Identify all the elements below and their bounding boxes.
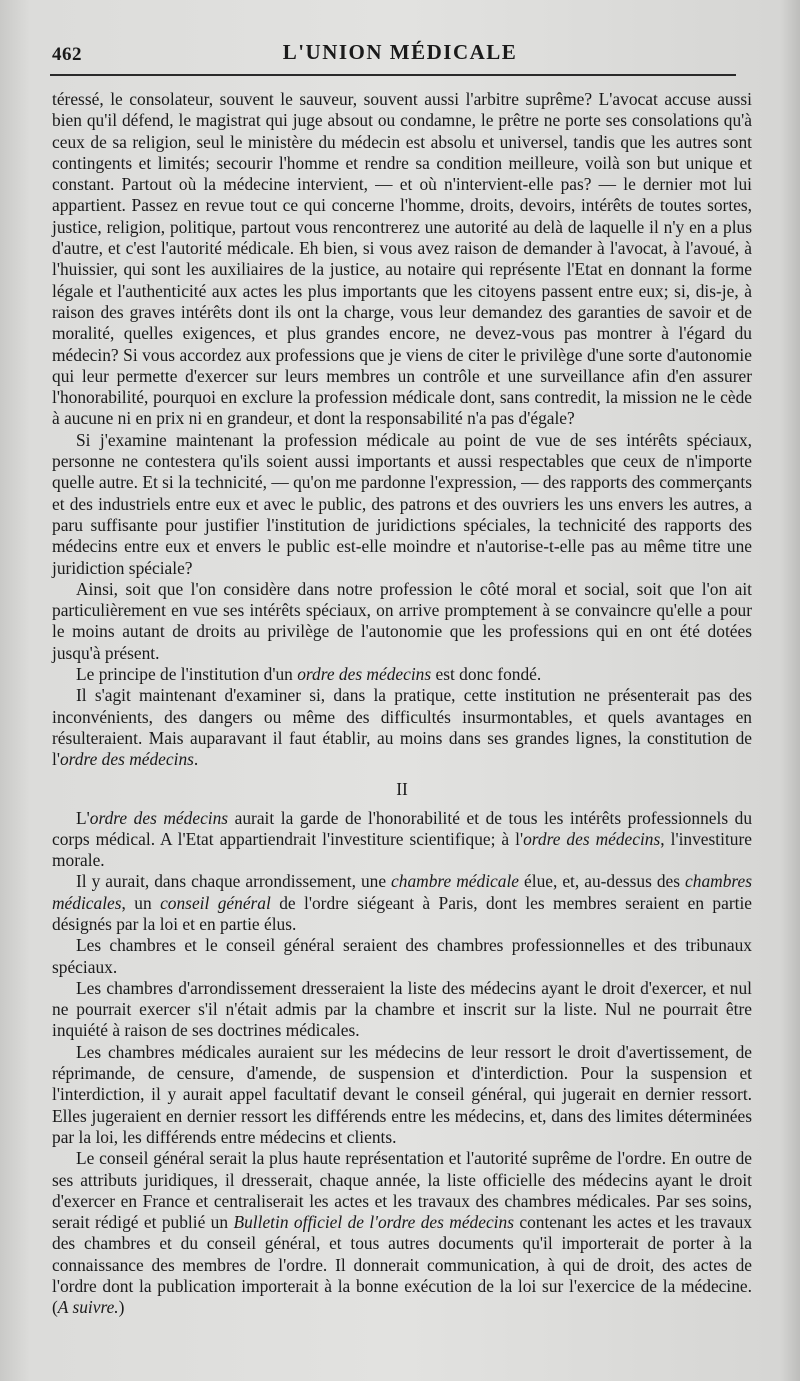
paragraph-6-italic-a: ordre des médecins [89,807,229,828]
paragraph-10: Les chambres médicales auraient sur les médecins de leur ressort le droit d'avertissement, de réprimande, de censure, d'amende, de suspension et d'interdiction. Pour la suspension et l'interdiction, il y aurait appel facultatif devant le conseil général, qui jugerait en dernier ressort. Elles jugeraient en dernier ressort les différends entre les médecins, et, dans des limites déterminées par la loi, les différends entre médecins et clients. [52,1041,752,1147]
paragraph-4-text-a: Le principe de l'institution d'un [76,664,298,685]
paragraph-6-text-b: aurait la garde de l'honorabilité et de tous les intérêts professionnels du corps médical. A l'Etat appartiendrait l'investiture scientifique; à l' [52,807,753,849]
paragraph-11-text-b: contenant les actes et les travaux des chambres et du conseil général, et tous autres documents qu'il importerait de porter à la connaissance des membres de l'ordre. Il donnerait communication, à qui de droit, des actes de l'ordre dont la publication importerait à la bonne exécution de la loi sur l'exercice de la médecine. [52,1212,752,1297]
paragraph-6-text-a: L' [76,807,90,828]
paragraph-7-italic-b: chambres médicales [52,871,753,913]
to-be-continued [52,1297,124,1317]
paragraph-4 [52,664,752,685]
paragraph-7-text-d: de l'ordre siégeant à Paris, dont les membres seraient en partie désignés par la loi et en partie élus. [52,892,753,934]
running-header [50,38,750,68]
bulletin-title: Bulletin officiel de l'ordre des médecins [233,1212,514,1233]
paragraph-6-italic-b: ordre des médecins [523,828,661,849]
paragraph-7-italic-a: chambre médicale [391,871,520,892]
paragraph-1: téressé, le consolateur, souvent le sauveur, souvent aussi l'arbitre suprême? L'avocat accuse aussi bien qu'il défend, le magistrat qui juge absout ou condamne, le prêtre ne porte ses consolations qu'à ceux de sa religion, seul le ministère du médecin est absolu et universel, tandis que les autres sont contingents et limités; secourir l'homme et rendre sa condition meilleure, voilà son but unique et constant. Partout où la médecine intervient, — et où n'intervient-elle pas? — le dernier mot lui appartient. Passez en revue tout ce qui concerne l'homme, droits, devoirs, intérêts de toutes sortes, justice, religion, politique, partout vous rencontrerez une autorité au delà de laquelle il n'y en a plus d'autre, et c'est l'autorité médicale. Eh bien, si vous avez raison de demander à l'avocat, à l'avoué, à l'huissier, qui sont les auxiliaires de la justice, au notaire qui représente l'Etat en donnant la forme légale et l'authenticité aux actes les plus importants que les citoyens passent entre eux; si, dis-je, à raison des graves intérêts dont ils ont la charge, vous leur demandez des garanties de savoir et de moralité, quelles exigences, et plus grandes encore, ne devez-vous pas montrer à l'égard du médecin? Si vous accordez aux professions que je viens de citer le privilège d'une sorte d'autonomie qui leur permette d'exercer sur leurs membres un contrôle et une surveillance afin d'en assurer l'honorabilité, pourquoi en exclure la profession médicale dont, sans contredit, la mission ne le cède à aucune ni en prix ni en grandeur, et dont la responsabilité n'a pas d'égale? [52,89,752,429]
paragraph-11-text-a: Le conseil général serait la plus haute représentation et l'autorité suprême de l'ordre. En outre de ses attributs juridiques, il dresserait, chaque année, la liste officielle des médecins ayant le droit d'exercer en France et centraliserait les actes et les travaux des chambres médicales. Par ses soins, serait rédigé et publié un [52,1148,752,1233]
paragraph-5-text-b: . [193,749,199,770]
article-body [52,89,752,1319]
paragraph-9: Les chambres d'arrondissement dresseraient la liste des médecins ayant le droit d'exercer, et nul ne pourrait exercer s'il n'était admis par la chambre et inscrit sur la liste. Nul ne pourrait être inquiété à raison de ses doctrines médicales. [52,977,752,1041]
paragraph-4-text-b: est donc fondé. [431,664,542,685]
paragraph-7-text-c: , un [121,892,161,913]
paragraph-4-italic: ordre des médecins [297,664,432,685]
journal-title: L'UNION MÉDICALE [282,40,518,64]
paragraph-2: Si j'examine maintenant la profession médicale au point de vue de ses intérêts spéciaux, personne ne contestera qu'ils soient aussi importants et aussi respectables que ceux de n'importe quelle autre. Et si la technicité, — qu'on me pardonne l'expression, — des rapports des commerçants et des industriels entre eux et avec le public, des patrons et des ouvriers les uns envers les autres, a paru suffisante pour justifier l'institution de juridictions spéciales, la technicité des rapports des médecins entre eux et envers le public est-elle moindre et n'autorise-t-elle pas au même titre une juridiction spéciale? [52,429,752,578]
paragraph-7 [52,871,752,935]
paragraph-7-text-b: élue, et, au-dessus des [519,871,686,892]
paragraph-5 [52,685,752,770]
paragraph-11 [52,1148,752,1318]
page-number: 462 [52,44,82,65]
paragraph-7-text-a: Il y aurait, dans chaque arrondissement, une [76,871,392,892]
paragraph-5-italic: ordre des médecins [59,749,194,770]
paragraph-3: Ainsi, soit que l'on considère dans notre profession le côté moral et social, soit que l'on ait particulièrement en vue ses intérêts spéciaux, on arrive promptement à se convaincre qu'elle a pour le moins autant de droits au privilège de l'autonomie que les professions qui en ont été dotées jusqu'à présent. [52,578,752,663]
signoff-close: ) [118,1297,125,1318]
section-heading: II [396,778,408,799]
header-rule [50,74,736,76]
paragraph-7-italic-c: conseil général [160,892,271,913]
paragraph-6 [52,808,752,872]
paragraph-8: Les chambres et le conseil général seraient des chambres professionnelles et des tribunaux spéciaux. [52,935,752,977]
signoff-open: ( [52,1297,58,1318]
paragraph-5-text-a: Il s'agit maintenant d'examiner si, dans la pratique, cette institution ne présenterait pas des inconvénients, des dangers ou même des difficultés insurmontables, et quels avantages en résulteraient. Mais auparavant il faut établir, au moins dans ses grandes lignes, la constitution de l' [52,685,752,770]
paragraph-6-text-c: , l'investiture morale. [52,828,752,871]
signoff-italic: A suivre. [57,1297,119,1318]
